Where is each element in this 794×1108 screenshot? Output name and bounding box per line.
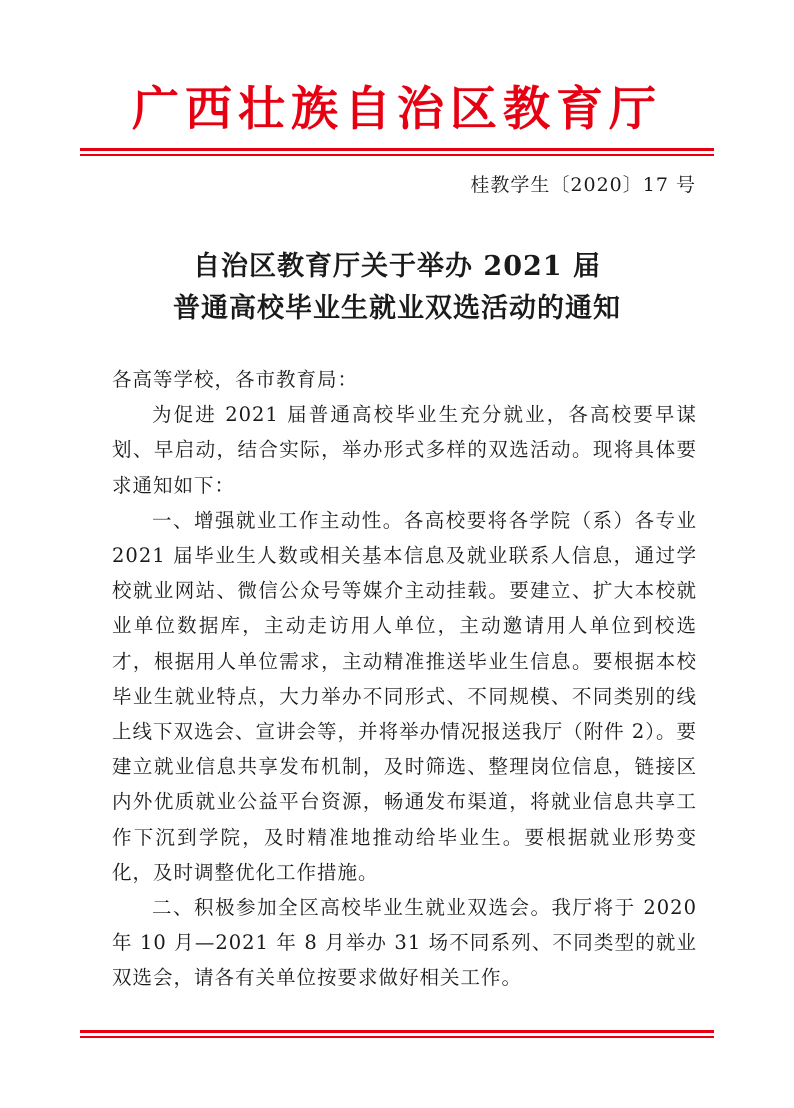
masthead-divider: [80, 148, 714, 151]
document-body: [112, 362, 697, 996]
paragraph-section-1: 一、增强就业工作主动性。各高校要将各学院（系）各专业 2021 届毕业生人数或相关基本信息及就业联系人信息，通过学校就业网站、微信公众号等媒介主动挂载。要建立、扩大本校就业单位数据库，主动走访用人单位，主动邀请用人单位到校选才，根据用人单位需求，主动精准推送毕业生信息。要根据本校毕业生就业特点，大力举办不同形式、不同规模、不同类别的线上线下双选会、宣讲会等，并将举办情况报送我厅（附件 2）。要建立就业信息共享发布机制，及时筛选、整理岗位信息，链接区内外优质就业公益平台资源，畅通发布渠道，将就业信息共享工作下沉到学院，及时精准地推动给毕业生。要根据就业形势变化，及时调整优化工作措施。: [112, 508, 697, 884]
footer-divider: [80, 1030, 714, 1033]
document-number: 桂教学生〔2020〕17 号: [470, 174, 696, 196]
issuer-masthead: 广西壮族自治区教育厅: [132, 82, 662, 137]
paragraph-section-2: 二、积极参加全区高校毕业生就业双选会。我厅将于 2020 年 10 月—2021 年 8 月举办 31 场不同系列、不同类型的就业双选会，请各有关单位按要求做好相关工作。: [112, 896, 697, 990]
masthead-divider-thin: [80, 154, 714, 156]
document-title-line-2: 普通高校毕业生就业双选活动的通知: [173, 293, 621, 324]
footer-divider-thin: [80, 1036, 714, 1038]
document-title-line-1: 自治区教育厅关于举办 2021 届: [193, 251, 601, 282]
paragraph-intro: 为促进 2021 届普通高校毕业生充分就业，各高校要早谋划、早启动，结合实际，举办形式多样的双选活动。现将具体要求通知如下：: [112, 403, 697, 497]
salutation: 各高等学校，各市教育局：: [112, 368, 359, 391]
